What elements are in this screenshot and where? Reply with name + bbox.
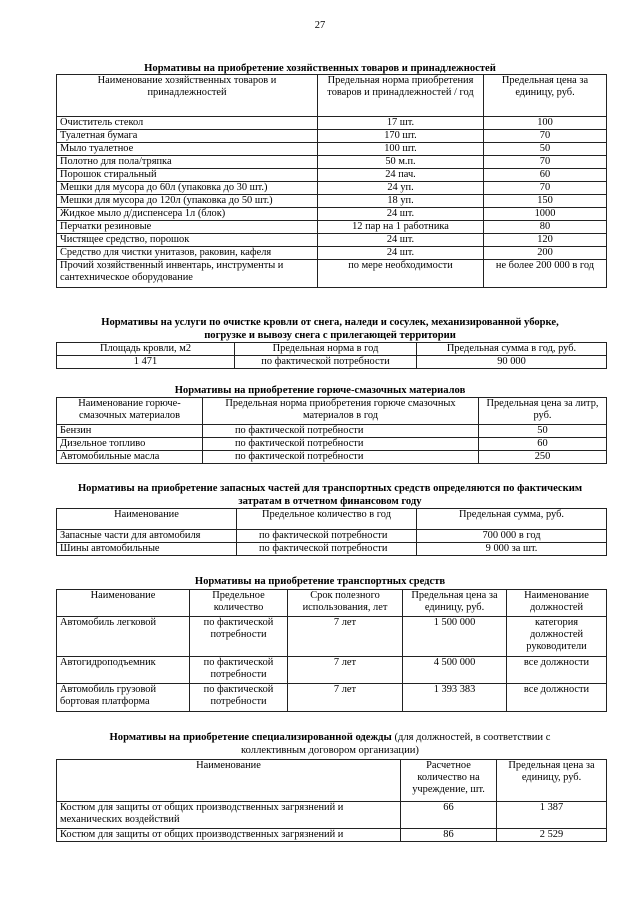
cell: 17 шт. — [318, 117, 484, 130]
cell: Средство для чистки унитазов, раковин, кафеля — [57, 247, 318, 260]
cell: 24 шт. — [318, 247, 484, 260]
header-cell: Предельное количество в год — [237, 509, 417, 530]
header-cell: Предельная норма приобретения горюче смазочных материалов в год — [203, 398, 479, 425]
cell: 50 м.п. — [318, 156, 484, 169]
snow-table — [56, 342, 607, 369]
header-cell: Наименование хозяйственных товаров и принадлежностей — [57, 75, 318, 117]
clothing-table — [56, 759, 607, 842]
table-row — [57, 530, 607, 543]
snow-title: Нормативы на услуги по очистке кровли от снега, наледи и сосулек, механизированной уборке, погрузке и вывозу снега с прилегающей территории — [101, 317, 559, 341]
clothing-title — [80, 731, 580, 757]
cell: все должности — [507, 657, 607, 684]
vehicles-table — [56, 589, 607, 712]
cell: по фактической потребности — [190, 684, 288, 712]
cell: 50 — [484, 143, 607, 156]
cell: по мере необходимости — [318, 260, 484, 288]
header-cell: Срок полезного использования, лет — [288, 590, 403, 617]
table-row — [57, 143, 607, 156]
cell: 50 — [479, 425, 607, 438]
cell: по фактической потребности — [203, 451, 479, 464]
cell: 700 000 в год — [417, 530, 607, 543]
cell: 1000 — [484, 208, 607, 221]
table-row — [57, 182, 607, 195]
cell: 170 шт. — [318, 130, 484, 143]
cell: по фактической потребности — [190, 617, 288, 657]
household-title: Нормативы на приобретение хозяйственных товаров и принадлежностей — [144, 63, 496, 74]
cell: Прочий хозяйственный инвентарь, инструменты и сантехническое оборудование — [57, 260, 318, 288]
cell: Дизельное топливо — [57, 438, 203, 451]
header-cell: Предельная цена за единицу, руб. — [497, 760, 607, 802]
table-row — [57, 802, 607, 829]
cell: по фактической потребности — [237, 543, 417, 556]
table-header-row — [57, 760, 607, 802]
cell: 24 пач. — [318, 169, 484, 182]
cell: по фактической потребности — [203, 425, 479, 438]
cell: 100 — [484, 117, 607, 130]
cell: Автомобиль легковой — [57, 617, 190, 657]
cell: не более 200 000 в год — [484, 260, 607, 288]
cell: Чистящее средство, порошок — [57, 234, 318, 247]
vehicles-title: Нормативы на приобретение транспортных средств — [194, 576, 446, 587]
cell: 24 уп. — [318, 182, 484, 195]
table-row — [57, 130, 607, 143]
cell: 250 — [479, 451, 607, 464]
header-cell: Предельная цена за единицу, руб. — [403, 590, 507, 617]
cell: Бензин — [57, 425, 203, 438]
fuel-table — [56, 397, 607, 464]
cell: Автогидроподъемник — [57, 657, 190, 684]
table-row — [57, 451, 607, 464]
cell: по фактической потребности — [190, 657, 288, 684]
cell: Мыло туалетное — [57, 143, 318, 156]
parts-title: Нормативы на приобретение запасных частей для транспортных средств определяются по фактическим затратам в отчетном финансовом году — [77, 483, 583, 507]
cell: 1 500 000 — [403, 617, 507, 657]
cell: Полотно для пола/тряпка — [57, 156, 318, 169]
header-cell: Площадь кровли, м2 — [57, 343, 235, 356]
cell: 70 — [484, 130, 607, 143]
cell: 7 лет — [288, 657, 403, 684]
cell: 66 — [401, 802, 497, 829]
clothing-title-rest: (для должностей, в соответствии с коллективным договором организации) — [241, 732, 551, 756]
cell: 9 000 за шт. — [417, 543, 607, 556]
cell: 120 — [484, 234, 607, 247]
table-row — [57, 425, 607, 438]
header-cell: Расчетное количество на учреждение, шт. — [401, 760, 497, 802]
page-number: 27 — [314, 20, 326, 31]
table-row — [57, 247, 607, 260]
cell: 4 500 000 — [403, 657, 507, 684]
cell: категория должностей руководители — [507, 617, 607, 657]
cell: Запасные части для автомобиля — [57, 530, 237, 543]
cell: 7 лет — [288, 617, 403, 657]
cell: все должности — [507, 684, 607, 712]
table-row — [57, 260, 607, 288]
cell: 18 уп. — [318, 195, 484, 208]
cell: Мешки для мусора до 120л (упаковка до 50 шт.) — [57, 195, 318, 208]
cell: 80 — [484, 221, 607, 234]
cell: по фактической потребности — [203, 438, 479, 451]
header-cell: Наименование — [57, 760, 401, 802]
cell: 24 шт. — [318, 234, 484, 247]
cell: 70 — [484, 182, 607, 195]
cell: Очиститель стекол — [57, 117, 318, 130]
cell: Костюм для защиты от общих производственных загрязнений и — [57, 829, 401, 842]
fuel-title: Нормативы на приобретение горюче-смазочных материалов — [174, 385, 466, 396]
header-cell: Наименование горюче-смазочных материалов — [57, 398, 203, 425]
table-row — [57, 829, 607, 842]
cell: 12 пар на 1 работника — [318, 221, 484, 234]
cell: Мешки для мусора до 60л (упаковка до 30 шт.) — [57, 182, 318, 195]
cell: Жидкое мыло д/диспенсера 1л (блок) — [57, 208, 318, 221]
clothing-title-bold: Нормативы на приобретение специализированной одежды — [109, 732, 392, 743]
header-cell: Наименование — [57, 509, 237, 530]
table-row — [57, 356, 607, 369]
table-row — [57, 234, 607, 247]
cell: Перчатки резиновые — [57, 221, 318, 234]
table-row — [57, 117, 607, 130]
cell: 24 шт. — [318, 208, 484, 221]
header-cell: Предельная норма в год — [235, 343, 417, 356]
cell: Туалетная бумага — [57, 130, 318, 143]
table-header-row — [57, 590, 607, 617]
table-row — [57, 195, 607, 208]
header-cell: Предельная цена за единицу, руб. — [484, 75, 607, 117]
table-row — [57, 657, 607, 684]
table-row — [57, 208, 607, 221]
cell: Порошок стиральный — [57, 169, 318, 182]
cell: Костюм для защиты от общих производственных загрязнений и механических воздействий — [57, 802, 401, 829]
cell: 90 000 — [417, 356, 607, 369]
table-row — [57, 543, 607, 556]
cell: 86 — [401, 829, 497, 842]
household-table — [56, 74, 607, 288]
header-cell: Предельная норма приобретения товаров и принадлежностей / год — [318, 75, 484, 117]
cell: Шины автомобильные — [57, 543, 237, 556]
parts-table — [56, 508, 607, 556]
table-row — [57, 156, 607, 169]
cell: по фактической потребности — [235, 356, 417, 369]
header-cell: Предельное количество — [190, 590, 288, 617]
header-cell: Наименование — [57, 590, 190, 617]
table-row — [57, 617, 607, 657]
table-header-row — [57, 343, 607, 356]
table-header-row — [57, 509, 607, 530]
cell: 200 — [484, 247, 607, 260]
cell: 1 471 — [57, 356, 235, 369]
header-cell: Предельная цена за литр, руб. — [479, 398, 607, 425]
table-row — [57, 221, 607, 234]
cell: 150 — [484, 195, 607, 208]
cell: 70 — [484, 156, 607, 169]
cell: Автомобильные масла — [57, 451, 203, 464]
cell: 60 — [484, 169, 607, 182]
cell: по фактической потребности — [237, 530, 417, 543]
header-cell: Наименование должностей — [507, 590, 607, 617]
table-header-row — [57, 75, 607, 117]
cell: Автомобиль грузовой бортовая платформа — [57, 684, 190, 712]
header-cell: Предельная сумма, руб. — [417, 509, 607, 530]
table-row — [57, 684, 607, 712]
cell: 1 393 383 — [403, 684, 507, 712]
cell: 100 шт. — [318, 143, 484, 156]
cell: 1 387 — [497, 802, 607, 829]
cell: 60 — [479, 438, 607, 451]
header-cell: Предельная сумма в год, руб. — [417, 343, 607, 356]
cell: 2 529 — [497, 829, 607, 842]
table-header-row — [57, 398, 607, 425]
table-row — [57, 438, 607, 451]
table-row — [57, 169, 607, 182]
cell: 7 лет — [288, 684, 403, 712]
